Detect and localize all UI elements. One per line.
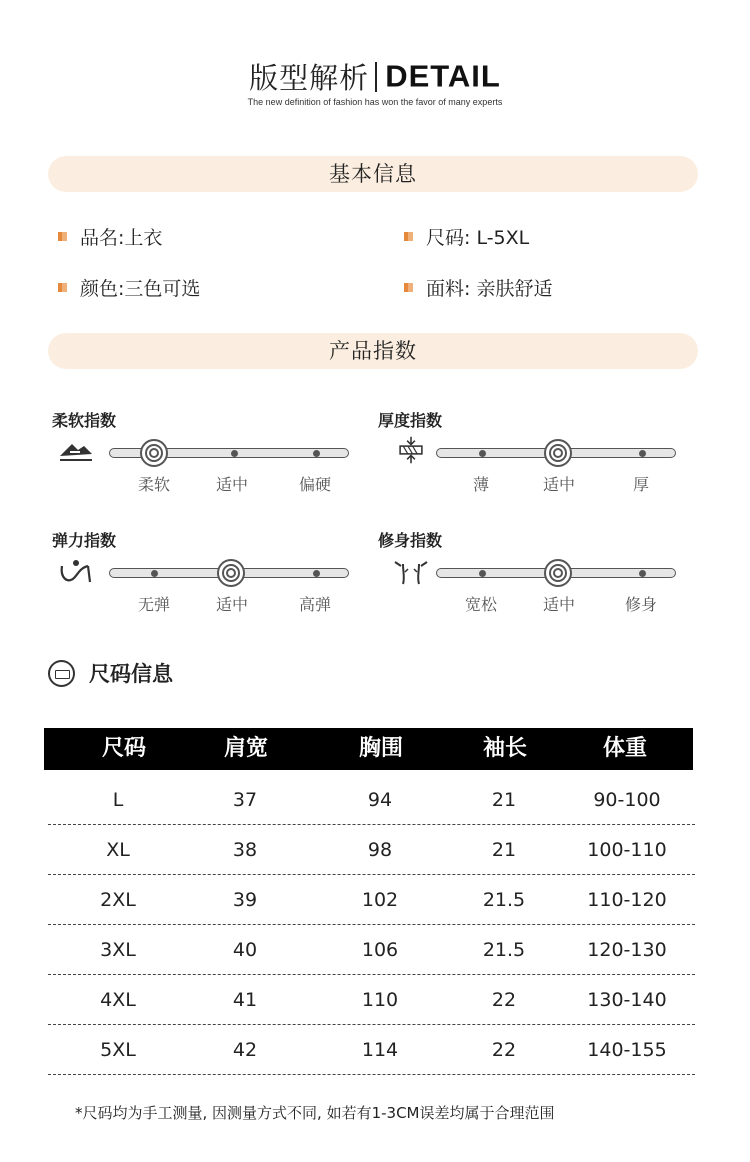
cell-sleeve: 21.5 [482,889,526,911]
cell-chest: 106 [361,939,399,961]
cell-size: XL [106,839,130,861]
softness-level-1: 柔软 [137,475,170,494]
fit-level-3: 修身 [624,595,657,614]
size-table-header [44,728,693,770]
bullet-icon [404,283,413,292]
cell-shoulder: 42 [232,1039,258,1061]
column-header-chest: 胸围 [358,736,403,761]
cell-shoulder: 38 [232,839,258,861]
info-item-name [58,225,162,251]
softness-level-3: 偏硬 [298,475,331,494]
table-row [48,775,695,825]
cell-shoulder: 37 [232,789,258,811]
info-item-label: 面料: 亲肤舒适 [426,278,553,300]
cell-weight: 140-155 [587,1039,667,1061]
fit-index-title: 修身指数 [378,531,443,550]
cell-shoulder: 41 [232,989,258,1011]
measurement-footnote: *尺码均为手工测量, 因测量方式不同, 如若有1-3CM误差均属于合理范围 [75,1104,555,1122]
cell-weight: 100-110 [587,839,667,861]
cell-weight: 90-100 [593,789,661,811]
table-row [48,975,695,1025]
size-info-heading [48,658,173,688]
info-item-label: 尺码: L-5XL [426,227,530,249]
bullet-icon [58,232,67,241]
page-subtitle: The new definition of fashion has won the favor of many experts [247,97,503,107]
cell-sleeve: 21 [491,789,517,811]
info-item-label: 品名:上衣 [80,227,163,249]
softness-index-title: 柔软指数 [52,411,117,430]
softness-knob [140,439,168,467]
page-title [0,56,750,96]
softness-tick-3 [313,450,320,457]
cell-shoulder: 40 [232,939,258,961]
cell-shoulder: 39 [232,889,258,911]
cell-size: 4XL [100,989,136,1011]
softness-level-2: 适中 [215,475,248,494]
elasticity-icon [58,558,94,586]
title-chinese: 版型解析 [249,61,370,95]
fit-icon [393,558,429,586]
info-item-label: 颜色:三色可选 [80,278,201,300]
cell-weight: 130-140 [587,989,667,1011]
column-header-sleeve: 袖长 [482,736,527,761]
cell-size: 3XL [100,939,136,961]
elasticity-level-2: 适中 [215,595,248,614]
cell-chest: 110 [361,989,399,1011]
elasticity-tick-1 [151,570,158,577]
basic-info-heading: 基本信息 [48,156,698,192]
elasticity-tick-3 [313,570,320,577]
column-header-shoulder: 肩宽 [223,736,268,761]
fit-knob [544,559,572,587]
cell-size: L [112,789,124,811]
title-divider [375,62,377,92]
info-item-fabric [404,276,552,302]
bullet-icon [58,283,67,292]
thickness-tick-1 [479,450,486,457]
elasticity-level-3: 高弹 [298,595,331,614]
thickness-level-1: 薄 [472,475,489,494]
column-header-weight: 体重 [602,736,647,761]
size-info-title: 尺码信息 [89,662,173,686]
cell-weight: 110-120 [587,889,667,911]
cell-sleeve: 22 [491,989,517,1011]
thickness-knob [544,439,572,467]
table-row [48,1025,695,1075]
thickness-tick-3 [639,450,646,457]
title-english: DETAIL [385,58,501,94]
column-header-size: 尺码 [101,736,146,761]
cell-chest: 98 [367,839,393,861]
cell-chest: 114 [361,1039,399,1061]
cell-size: 2XL [100,889,136,911]
fit-tick-1 [479,570,486,577]
cell-weight: 120-130 [587,939,667,961]
cell-sleeve: 22 [491,1039,517,1061]
softness-icon [58,438,94,466]
bullet-icon [404,232,413,241]
ruler-icon [48,660,75,687]
softness-tick-2 [231,450,238,457]
table-row [48,875,695,925]
cell-chest: 94 [367,789,393,811]
fit-tick-3 [639,570,646,577]
info-item-color [58,276,200,302]
thickness-level-3: 厚 [632,475,649,494]
info-item-size [404,225,529,251]
cell-chest: 102 [361,889,399,911]
fit-level-1: 宽松 [464,595,497,614]
thickness-level-2: 适中 [542,475,575,494]
table-row [48,925,695,975]
table-row [48,825,695,875]
fit-level-2: 适中 [542,595,575,614]
elasticity-index-title: 弹力指数 [52,531,117,550]
elasticity-knob [217,559,245,587]
cell-sleeve: 21 [491,839,517,861]
product-index-heading: 产品指数 [48,333,698,369]
thickness-icon [393,436,429,464]
cell-size: 5XL [100,1039,136,1061]
elasticity-level-1: 无弹 [137,595,170,614]
thickness-index-title: 厚度指数 [378,411,443,430]
cell-sleeve: 21.5 [482,939,526,961]
